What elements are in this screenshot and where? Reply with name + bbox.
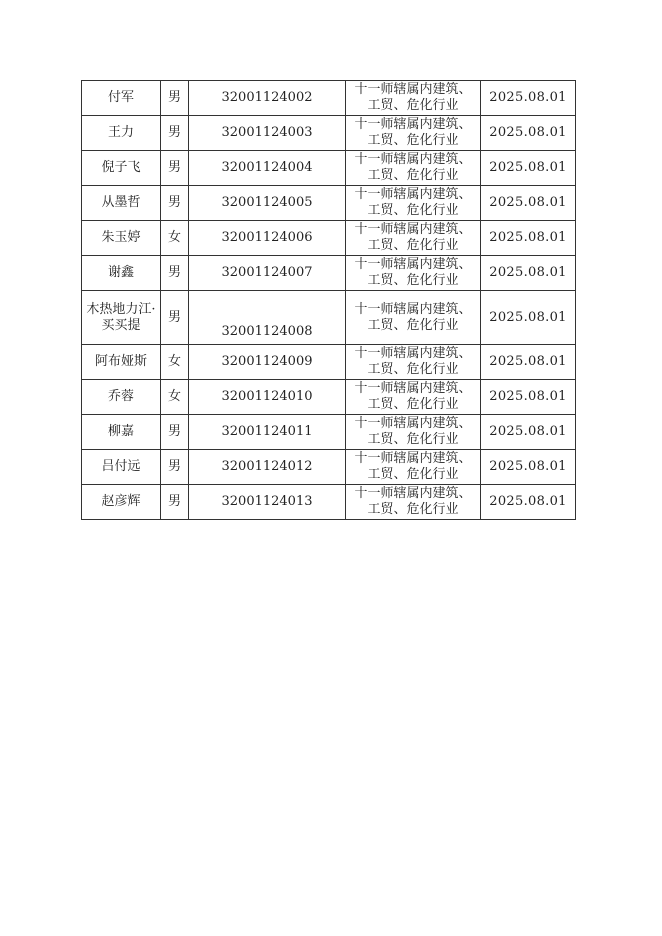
id-cell: 32001124004 [189,151,346,186]
sex-cell: 女 [161,221,189,256]
date-cell: 2025.08.01 [481,151,576,186]
sex-cell: 男 [161,450,189,485]
id-cell: 32001124002 [189,81,346,116]
name-cell: 乔蓉 [82,380,161,415]
table-row [82,151,576,186]
id-cell: 32001124012 [189,450,346,485]
scope-cell: 十一师辖属内建筑、工贸、危化行业 [346,81,481,116]
table-row [82,116,576,151]
scope-cell: 十一师辖属内建筑、工贸、危化行业 [346,256,481,291]
id-cell: 32001124013 [189,485,346,520]
id-cell: 32001124011 [189,415,346,450]
id-cell: 32001124005 [189,186,346,221]
sex-cell: 男 [161,256,189,291]
sex-cell: 女 [161,380,189,415]
name-cell: 赵彦辉 [82,485,161,520]
date-cell: 2025.08.01 [481,345,576,380]
scope-cell: 十一师辖属内建筑、工贸、危化行业 [346,485,481,520]
sex-cell: 女 [161,345,189,380]
sex-cell: 男 [161,485,189,520]
table-row [82,415,576,450]
id-cell: 32001124003 [189,116,346,151]
scope-cell: 十一师辖属内建筑、工贸、危化行业 [346,186,481,221]
sex-cell: 男 [161,151,189,186]
name-cell: 王力 [82,116,161,151]
name-cell: 朱玉婷 [82,221,161,256]
date-cell: 2025.08.01 [481,256,576,291]
scope-cell: 十一师辖属内建筑、工贸、危化行业 [346,380,481,415]
id-cell: 32001124009 [189,345,346,380]
sex-cell: 男 [161,186,189,221]
scope-cell: 十一师辖属内建筑、工贸、危化行业 [346,291,481,345]
table-row [82,450,576,485]
table-row [82,186,576,221]
scope-cell: 十一师辖属内建筑、工贸、危化行业 [346,221,481,256]
sex-cell: 男 [161,81,189,116]
table-row [82,485,576,520]
id-cell: 32001124010 [189,380,346,415]
scope-cell: 十一师辖属内建筑、工贸、危化行业 [346,415,481,450]
date-cell: 2025.08.01 [481,450,576,485]
date-cell: 2025.08.01 [481,116,576,151]
date-cell: 2025.08.01 [481,485,576,520]
table-row [82,291,576,345]
name-cell: 付军 [82,81,161,116]
scope-cell: 十一师辖属内建筑、工贸、危化行业 [346,116,481,151]
scope-cell: 十一师辖属内建筑、工贸、危化行业 [346,450,481,485]
name-cell: 吕付远 [82,450,161,485]
table-row [82,256,576,291]
table-row [82,81,576,116]
date-cell: 2025.08.01 [481,186,576,221]
name-cell: 从墨哲 [82,186,161,221]
date-cell: 2025.08.01 [481,221,576,256]
sex-cell: 男 [161,116,189,151]
name-cell: 倪子飞 [82,151,161,186]
id-cell: 32001124008 [189,291,346,345]
sex-cell: 男 [161,415,189,450]
sex-cell: 男 [161,291,189,345]
table-row [82,221,576,256]
date-cell: 2025.08.01 [481,81,576,116]
name-cell: 谢鑫 [82,256,161,291]
personnel-table [81,80,576,520]
name-cell: 柳嘉 [82,415,161,450]
table-row [82,345,576,380]
date-cell: 2025.08.01 [481,415,576,450]
table-row [82,380,576,415]
date-cell: 2025.08.01 [481,380,576,415]
scope-cell: 十一师辖属内建筑、工贸、危化行业 [346,345,481,380]
id-cell: 32001124006 [189,221,346,256]
scope-cell: 十一师辖属内建筑、工贸、危化行业 [346,151,481,186]
name-cell: 木热地力江·买买提 [82,291,161,345]
name-cell: 阿布娅斯 [82,345,161,380]
date-cell: 2025.08.01 [481,291,576,345]
id-cell: 32001124007 [189,256,346,291]
